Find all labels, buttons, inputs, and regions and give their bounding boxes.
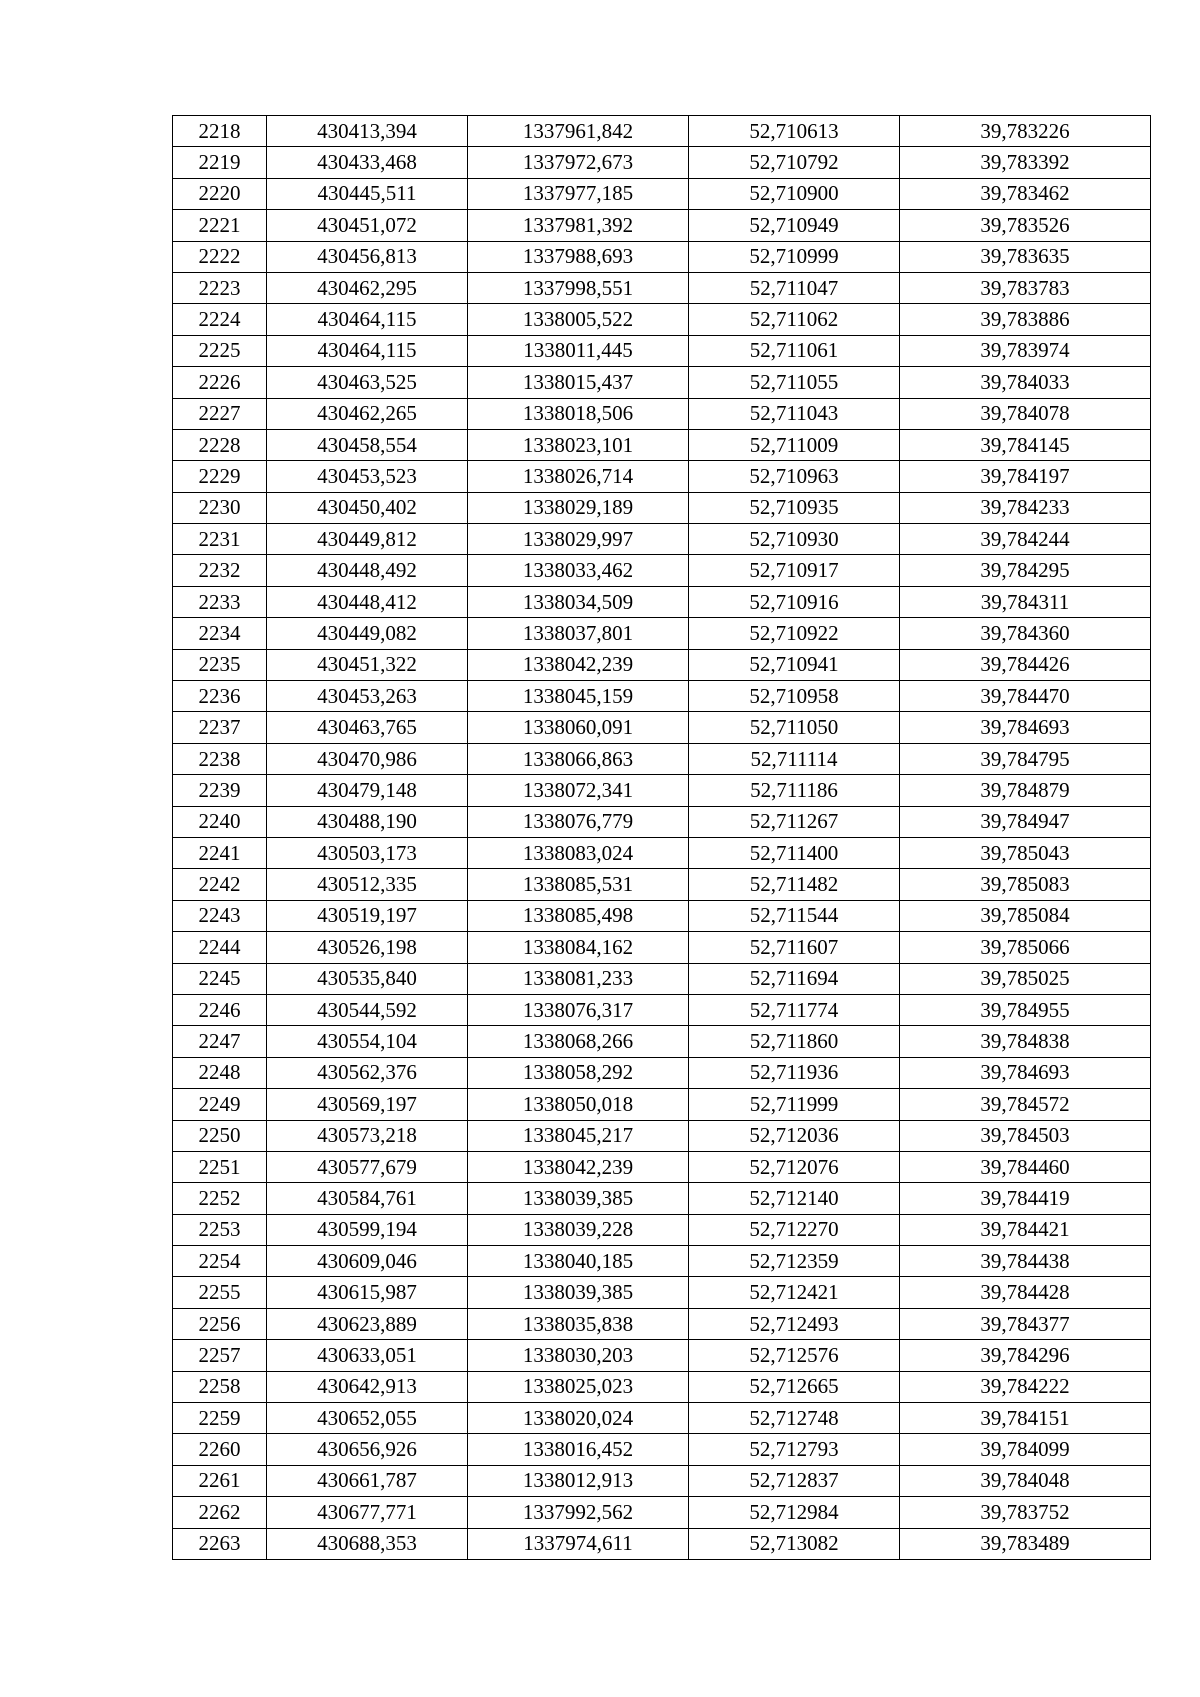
table-row [173,178,1151,209]
x-coordinate-cell: 430526,198 [267,932,468,963]
y-coordinate-cell: 1338076,317 [468,994,689,1025]
x-coordinate-cell: 430609,046 [267,1246,468,1277]
latitude-cell: 52,711860 [689,1026,900,1057]
longitude-cell: 39,783886 [900,304,1151,335]
x-coordinate-cell: 430433,468 [267,147,468,178]
latitude-cell: 52,712576 [689,1340,900,1371]
longitude-cell: 39,784460 [900,1151,1151,1182]
latitude-cell: 52,711999 [689,1089,900,1120]
x-coordinate-cell: 430544,592 [267,994,468,1025]
point-number-cell: 2233 [173,586,267,617]
latitude-cell: 52,710958 [689,681,900,712]
point-number-cell: 2238 [173,743,267,774]
latitude-cell: 52,711050 [689,712,900,743]
latitude-cell: 52,712421 [689,1277,900,1308]
point-number-cell: 2223 [173,272,267,303]
y-coordinate-cell: 1338081,233 [468,963,689,994]
table-row [173,116,1151,147]
x-coordinate-cell: 430573,218 [267,1120,468,1151]
coordinates-table-body [173,116,1151,1560]
table-row [173,963,1151,994]
longitude-cell: 39,784197 [900,461,1151,492]
latitude-cell: 52,710916 [689,586,900,617]
point-number-cell: 2254 [173,1246,267,1277]
table-row [173,210,1151,241]
latitude-cell: 52,710613 [689,116,900,147]
table-row [173,492,1151,523]
y-coordinate-cell: 1338083,024 [468,837,689,868]
latitude-cell: 52,712140 [689,1183,900,1214]
table-row [173,743,1151,774]
latitude-cell: 52,712493 [689,1308,900,1339]
point-number-cell: 2240 [173,806,267,837]
table-row [173,1151,1151,1182]
point-number-cell: 2220 [173,178,267,209]
latitude-cell: 52,710963 [689,461,900,492]
x-coordinate-cell: 430464,115 [267,335,468,366]
y-coordinate-cell: 1338060,091 [468,712,689,743]
latitude-cell: 52,712984 [689,1497,900,1528]
y-coordinate-cell: 1338045,159 [468,681,689,712]
coordinates-table [172,115,1151,1560]
x-coordinate-cell: 430449,082 [267,618,468,649]
table-row [173,1340,1151,1371]
y-coordinate-cell: 1338068,266 [468,1026,689,1057]
y-coordinate-cell: 1338020,024 [468,1403,689,1434]
y-coordinate-cell: 1338030,203 [468,1340,689,1371]
longitude-cell: 39,783635 [900,241,1151,272]
longitude-cell: 39,785066 [900,932,1151,963]
y-coordinate-cell: 1338023,101 [468,429,689,460]
x-coordinate-cell: 430688,353 [267,1528,468,1559]
y-coordinate-cell: 1338040,185 [468,1246,689,1277]
y-coordinate-cell: 1337988,693 [468,241,689,272]
y-coordinate-cell: 1338029,189 [468,492,689,523]
x-coordinate-cell: 430554,104 [267,1026,468,1057]
latitude-cell: 52,711482 [689,869,900,900]
x-coordinate-cell: 430519,197 [267,900,468,931]
longitude-cell: 39,784503 [900,1120,1151,1151]
x-coordinate-cell: 430462,265 [267,398,468,429]
x-coordinate-cell: 430599,194 [267,1214,468,1245]
latitude-cell: 52,711694 [689,963,900,994]
latitude-cell: 52,710941 [689,649,900,680]
x-coordinate-cell: 430445,511 [267,178,468,209]
table-row [173,932,1151,963]
table-row [173,335,1151,366]
x-coordinate-cell: 430458,554 [267,429,468,460]
x-coordinate-cell: 430503,173 [267,837,468,868]
y-coordinate-cell: 1338085,531 [468,869,689,900]
point-number-cell: 2243 [173,900,267,931]
y-coordinate-cell: 1337961,842 [468,116,689,147]
y-coordinate-cell: 1338005,522 [468,304,689,335]
longitude-cell: 39,783489 [900,1528,1151,1559]
point-number-cell: 2263 [173,1528,267,1559]
x-coordinate-cell: 430535,840 [267,963,468,994]
latitude-cell: 52,710922 [689,618,900,649]
longitude-cell: 39,783974 [900,335,1151,366]
point-number-cell: 2228 [173,429,267,460]
latitude-cell: 52,711114 [689,743,900,774]
latitude-cell: 52,710949 [689,210,900,241]
y-coordinate-cell: 1338016,452 [468,1434,689,1465]
longitude-cell: 39,785025 [900,963,1151,994]
y-coordinate-cell: 1338050,018 [468,1089,689,1120]
table-row [173,524,1151,555]
longitude-cell: 39,784426 [900,649,1151,680]
latitude-cell: 52,712076 [689,1151,900,1182]
latitude-cell: 52,712359 [689,1246,900,1277]
x-coordinate-cell: 430451,072 [267,210,468,241]
x-coordinate-cell: 430512,335 [267,869,468,900]
y-coordinate-cell: 1338072,341 [468,775,689,806]
point-number-cell: 2239 [173,775,267,806]
table-row [173,1528,1151,1559]
latitude-cell: 52,711061 [689,335,900,366]
point-number-cell: 2242 [173,869,267,900]
table-row [173,586,1151,617]
point-number-cell: 2247 [173,1026,267,1057]
table-row [173,398,1151,429]
table-row [173,900,1151,931]
longitude-cell: 39,784428 [900,1277,1151,1308]
point-number-cell: 2258 [173,1371,267,1402]
table-row [173,147,1151,178]
y-coordinate-cell: 1338058,292 [468,1057,689,1088]
table-row [173,461,1151,492]
table-row [173,1403,1151,1434]
latitude-cell: 52,712748 [689,1403,900,1434]
latitude-cell: 52,711774 [689,994,900,1025]
table-row [173,1120,1151,1151]
latitude-cell: 52,710792 [689,147,900,178]
table-row [173,241,1151,272]
y-coordinate-cell: 1338037,801 [468,618,689,649]
longitude-cell: 39,784795 [900,743,1151,774]
x-coordinate-cell: 430577,679 [267,1151,468,1182]
longitude-cell: 39,784693 [900,1057,1151,1088]
point-number-cell: 2249 [173,1089,267,1120]
y-coordinate-cell: 1338035,838 [468,1308,689,1339]
y-coordinate-cell: 1338034,509 [468,586,689,617]
table-row [173,1497,1151,1528]
table-row [173,555,1151,586]
x-coordinate-cell: 430463,765 [267,712,468,743]
point-number-cell: 2231 [173,524,267,555]
table-row [173,429,1151,460]
y-coordinate-cell: 1338026,714 [468,461,689,492]
x-coordinate-cell: 430453,523 [267,461,468,492]
longitude-cell: 39,784145 [900,429,1151,460]
table-row [173,272,1151,303]
point-number-cell: 2257 [173,1340,267,1371]
point-number-cell: 2227 [173,398,267,429]
table-row [173,1026,1151,1057]
latitude-cell: 52,712270 [689,1214,900,1245]
y-coordinate-cell: 1338085,498 [468,900,689,931]
latitude-cell: 52,710999 [689,241,900,272]
longitude-cell: 39,785043 [900,837,1151,868]
x-coordinate-cell: 430413,394 [267,116,468,147]
longitude-cell: 39,785084 [900,900,1151,931]
x-coordinate-cell: 430449,812 [267,524,468,555]
y-coordinate-cell: 1338039,385 [468,1183,689,1214]
x-coordinate-cell: 430633,051 [267,1340,468,1371]
latitude-cell: 52,711936 [689,1057,900,1088]
point-number-cell: 2224 [173,304,267,335]
longitude-cell: 39,784947 [900,806,1151,837]
y-coordinate-cell: 1338076,779 [468,806,689,837]
y-coordinate-cell: 1337981,392 [468,210,689,241]
point-number-cell: 2245 [173,963,267,994]
latitude-cell: 52,711047 [689,272,900,303]
table-row [173,1308,1151,1339]
point-number-cell: 2230 [173,492,267,523]
latitude-cell: 52,713082 [689,1528,900,1559]
latitude-cell: 52,711009 [689,429,900,460]
latitude-cell: 52,710917 [689,555,900,586]
longitude-cell: 39,783783 [900,272,1151,303]
table-row [173,994,1151,1025]
y-coordinate-cell: 1338045,217 [468,1120,689,1151]
x-coordinate-cell: 430456,813 [267,241,468,272]
table-row [173,1057,1151,1088]
longitude-cell: 39,784360 [900,618,1151,649]
table-row [173,1089,1151,1120]
longitude-cell: 39,784244 [900,524,1151,555]
x-coordinate-cell: 430656,926 [267,1434,468,1465]
y-coordinate-cell: 1338025,023 [468,1371,689,1402]
latitude-cell: 52,711062 [689,304,900,335]
latitude-cell: 52,710900 [689,178,900,209]
longitude-cell: 39,784078 [900,398,1151,429]
latitude-cell: 52,710930 [689,524,900,555]
x-coordinate-cell: 430642,913 [267,1371,468,1402]
table-row [173,837,1151,868]
table-row [173,1183,1151,1214]
latitude-cell: 52,712036 [689,1120,900,1151]
y-coordinate-cell: 1338066,863 [468,743,689,774]
x-coordinate-cell: 430464,115 [267,304,468,335]
x-coordinate-cell: 430615,987 [267,1277,468,1308]
longitude-cell: 39,783462 [900,178,1151,209]
point-number-cell: 2237 [173,712,267,743]
table-row [173,806,1151,837]
longitude-cell: 39,784955 [900,994,1151,1025]
y-coordinate-cell: 1338033,462 [468,555,689,586]
latitude-cell: 52,712837 [689,1465,900,1496]
longitude-cell: 39,784233 [900,492,1151,523]
x-coordinate-cell: 430661,787 [267,1465,468,1496]
table-row [173,367,1151,398]
point-number-cell: 2259 [173,1403,267,1434]
table-row [173,1465,1151,1496]
point-number-cell: 2250 [173,1120,267,1151]
longitude-cell: 39,784222 [900,1371,1151,1402]
longitude-cell: 39,784470 [900,681,1151,712]
longitude-cell: 39,784099 [900,1434,1151,1465]
latitude-cell: 52,711400 [689,837,900,868]
x-coordinate-cell: 430463,525 [267,367,468,398]
x-coordinate-cell: 430584,761 [267,1183,468,1214]
longitude-cell: 39,783392 [900,147,1151,178]
longitude-cell: 39,784296 [900,1340,1151,1371]
longitude-cell: 39,784377 [900,1308,1151,1339]
longitude-cell: 39,783752 [900,1497,1151,1528]
x-coordinate-cell: 430453,263 [267,681,468,712]
y-coordinate-cell: 1338029,997 [468,524,689,555]
longitude-cell: 39,784151 [900,1403,1151,1434]
longitude-cell: 39,784295 [900,555,1151,586]
point-number-cell: 2241 [173,837,267,868]
table-row [173,869,1151,900]
y-coordinate-cell: 1337992,562 [468,1497,689,1528]
longitude-cell: 39,784421 [900,1214,1151,1245]
x-coordinate-cell: 430623,889 [267,1308,468,1339]
y-coordinate-cell: 1337998,551 [468,272,689,303]
longitude-cell: 39,784419 [900,1183,1151,1214]
table-row [173,649,1151,680]
point-number-cell: 2262 [173,1497,267,1528]
table-row [173,1277,1151,1308]
point-number-cell: 2234 [173,618,267,649]
latitude-cell: 52,711607 [689,932,900,963]
y-coordinate-cell: 1338018,506 [468,398,689,429]
y-coordinate-cell: 1338042,239 [468,649,689,680]
latitude-cell: 52,712793 [689,1434,900,1465]
x-coordinate-cell: 430448,492 [267,555,468,586]
x-coordinate-cell: 430462,295 [267,272,468,303]
point-number-cell: 2246 [173,994,267,1025]
point-number-cell: 2219 [173,147,267,178]
table-row [173,1434,1151,1465]
y-coordinate-cell: 1338012,913 [468,1465,689,1496]
y-coordinate-cell: 1338042,239 [468,1151,689,1182]
x-coordinate-cell: 430569,197 [267,1089,468,1120]
latitude-cell: 52,710935 [689,492,900,523]
x-coordinate-cell: 430451,322 [267,649,468,680]
longitude-cell: 39,784438 [900,1246,1151,1277]
y-coordinate-cell: 1337974,611 [468,1528,689,1559]
longitude-cell: 39,785083 [900,869,1151,900]
table-row [173,1214,1151,1245]
latitude-cell: 52,711544 [689,900,900,931]
x-coordinate-cell: 430562,376 [267,1057,468,1088]
point-number-cell: 2252 [173,1183,267,1214]
point-number-cell: 2244 [173,932,267,963]
longitude-cell: 39,784311 [900,586,1151,617]
point-number-cell: 2226 [173,367,267,398]
latitude-cell: 52,711186 [689,775,900,806]
longitude-cell: 39,784879 [900,775,1151,806]
point-number-cell: 2232 [173,555,267,586]
longitude-cell: 39,783526 [900,210,1151,241]
x-coordinate-cell: 430677,771 [267,1497,468,1528]
latitude-cell: 52,711055 [689,367,900,398]
y-coordinate-cell: 1338039,385 [468,1277,689,1308]
y-coordinate-cell: 1338039,228 [468,1214,689,1245]
point-number-cell: 2248 [173,1057,267,1088]
point-number-cell: 2260 [173,1434,267,1465]
point-number-cell: 2221 [173,210,267,241]
x-coordinate-cell: 430450,402 [267,492,468,523]
table-row [173,618,1151,649]
table-row [173,775,1151,806]
longitude-cell: 39,783226 [900,116,1151,147]
point-number-cell: 2218 [173,116,267,147]
point-number-cell: 2261 [173,1465,267,1496]
point-number-cell: 2235 [173,649,267,680]
longitude-cell: 39,784693 [900,712,1151,743]
table-row [173,681,1151,712]
table-row [173,304,1151,335]
point-number-cell: 2225 [173,335,267,366]
y-coordinate-cell: 1337977,185 [468,178,689,209]
latitude-cell: 52,711043 [689,398,900,429]
table-row [173,1371,1151,1402]
x-coordinate-cell: 430488,190 [267,806,468,837]
y-coordinate-cell: 1338011,445 [468,335,689,366]
table-row [173,1246,1151,1277]
x-coordinate-cell: 430479,148 [267,775,468,806]
y-coordinate-cell: 1338015,437 [468,367,689,398]
x-coordinate-cell: 430470,986 [267,743,468,774]
table-row [173,712,1151,743]
latitude-cell: 52,712665 [689,1371,900,1402]
point-number-cell: 2222 [173,241,267,272]
point-number-cell: 2255 [173,1277,267,1308]
longitude-cell: 39,784033 [900,367,1151,398]
point-number-cell: 2256 [173,1308,267,1339]
x-coordinate-cell: 430652,055 [267,1403,468,1434]
longitude-cell: 39,784048 [900,1465,1151,1496]
point-number-cell: 2253 [173,1214,267,1245]
y-coordinate-cell: 1338084,162 [468,932,689,963]
y-coordinate-cell: 1337972,673 [468,147,689,178]
longitude-cell: 39,784572 [900,1089,1151,1120]
latitude-cell: 52,711267 [689,806,900,837]
point-number-cell: 2236 [173,681,267,712]
x-coordinate-cell: 430448,412 [267,586,468,617]
point-number-cell: 2251 [173,1151,267,1182]
point-number-cell: 2229 [173,461,267,492]
longitude-cell: 39,784838 [900,1026,1151,1057]
